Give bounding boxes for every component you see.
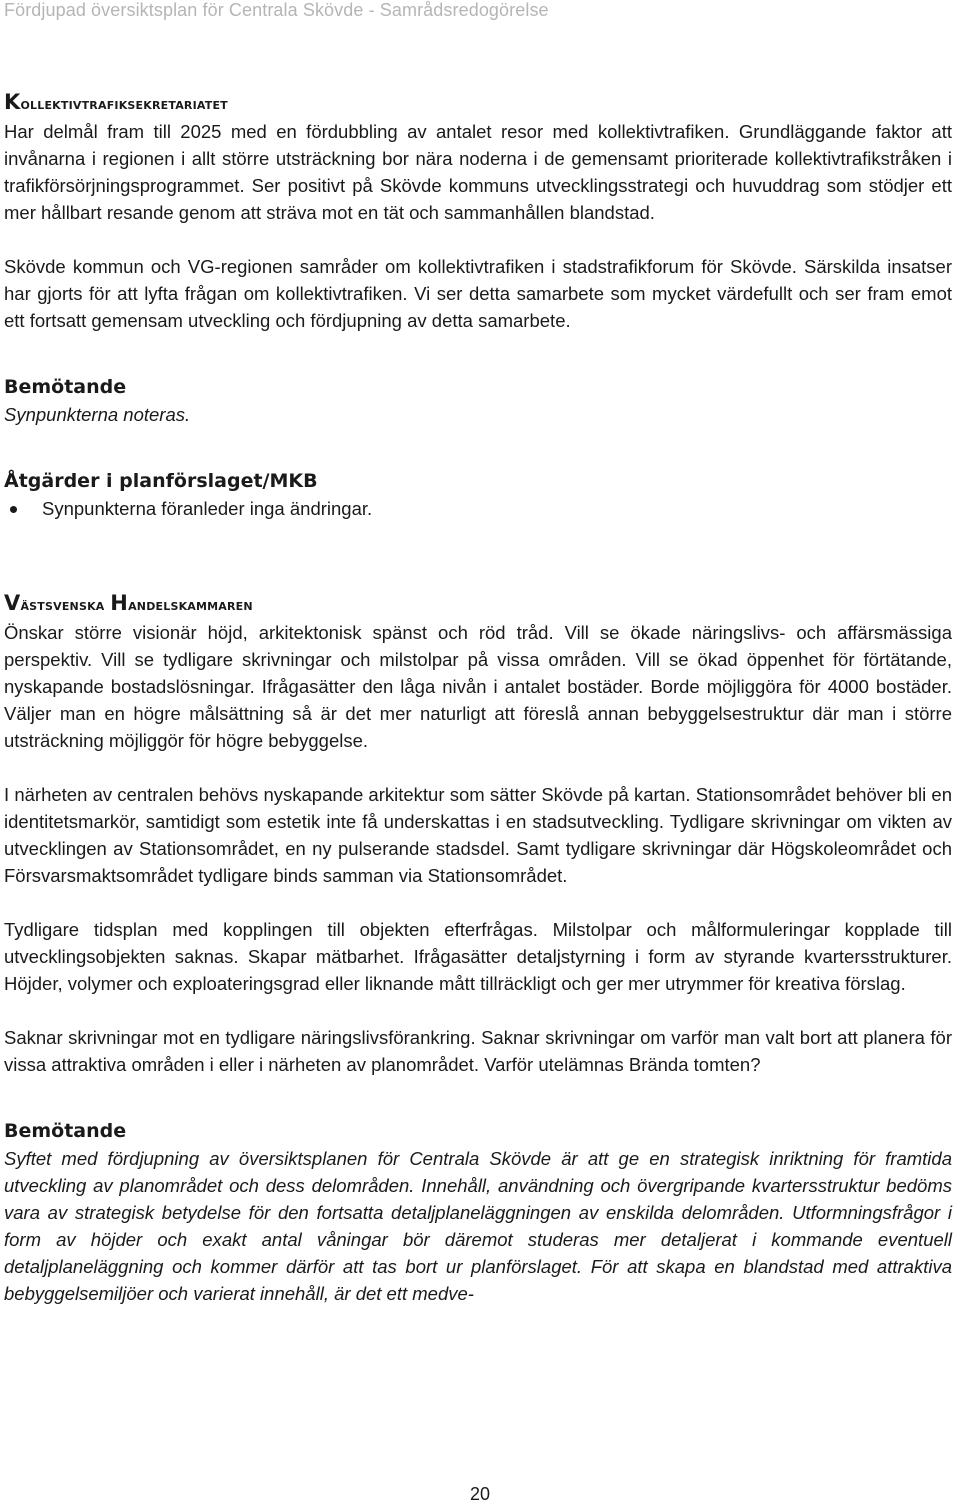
paragraph: I närheten av centralen behövs nyskapande arkitektur som sätter Skövde på kartan. Stationsområdet behöver bli en identitetsmarkör, samtidigt som estetik inte få underskattas i en stadsutveckling. Tydligare skrivningar om vikten av utvecklingen av Stationsområdet, en ny pulserande stadsdel. Samt tydligare skrivningar där Högskoleområdet och Försvarsmaktsområdet tydligare binds samman via Stationsområdet. bbox=[4, 784, 952, 886]
org-heading-rest: ollektivtrafiksekretariatet bbox=[20, 94, 228, 113]
org-heading-initial: V bbox=[4, 591, 21, 615]
document-body bbox=[4, 88, 952, 1307]
running-header: Fördjupad översiktsplan för Centrala Skövde - Samrådsredogörelse bbox=[4, 0, 549, 20]
paragraph: Tydligare tidsplan med kopplingen till objekten efterfrågas. Milstolpar och målformuleringar kopplade till utvecklingsobjekten saknas. Skapar mätbarhet. Ifrågasätter detaljstyrning i form av styrande kvartersstrukturer. Höjder, volymer och exploateringsgrad eller liknande mått tillräckligt och ger mer utrymmer för kreativa förslag. bbox=[4, 919, 952, 994]
response-heading: Bemötande bbox=[4, 1120, 127, 1142]
org-heading-rest: ästsvenska bbox=[20, 595, 105, 614]
response-heading: Bemötande bbox=[4, 376, 127, 398]
org-heading-initial: H bbox=[110, 591, 129, 615]
org-heading-rest: andelskammaren bbox=[128, 595, 253, 614]
actions-heading: Åtgärder i planförslaget/MKB bbox=[4, 470, 318, 492]
org-heading-kollektivtrafiksekretariatet bbox=[4, 88, 952, 118]
page-number: 20 bbox=[469, 1484, 491, 1504]
response-text: Syftet med fördjupning av översiktsplanen för Centrala Skövde är att ge en strategisk inriktning för framtida utveckling av planområdet och dess delområden. Innehåll, användning och övergripande kvartersstruktur bedöms vara av strategisk betydelse för den fortsatta detaljplaneläggningen av enskilda delområden. Utformningsfrågor i form av höjder och exakt antal våningar bör däremot studeras mer detaljerat i kommande eventuell detaljplaneläggning och kommer därför att tas bort ur planförslaget. För att skapa en blandstad med attraktiva bebyggelsemiljöer och varierat innehåll, är det ett medve- bbox=[4, 1148, 952, 1304]
actions-list bbox=[4, 495, 952, 522]
org-heading-vastsvenska-handelskammaren bbox=[4, 589, 952, 619]
paragraph: Har delmål fram till 2025 med en fördubbling av antalet resor med kollektivtrafiken. Grundläggande faktor att invånarna i regionen i allt större utsträckning bor nära noderna i de gemensamt prioriterade kollektivtrafikstråken i trafikförsörjningsprogrammet. Ser positivt på Skövde kommuns utvecklingsstrategi och huvuddrag som stödjer ett mer hållbart resande genom att sträva mot en tät och sammanhållen blandstad. bbox=[4, 121, 952, 223]
paragraph: Önskar större visionär höjd, arkitektonisk spänst och röd tråd. Vill se ökade näringslivs- och affärsmässiga perspektiv. Vill se tydligare skrivningar och milstolpar på vissa områden. Vill se ökad öppenhet för förtätande, nyskapande bostadslösningar. Ifrågasätter den låga nivån i antalet bostäder. Borde möjliggöra för 4000 bostäder. Väljer man en högre målsättning så är det mer naturligt att föreslå annan bebyggelsestruktur där man i större utsträckning möjliggör för högre bebyggelse. bbox=[4, 622, 952, 751]
response-text: Synpunkterna noteras. bbox=[4, 404, 191, 425]
paragraph: Saknar skrivningar mot en tydligare näringslivsförankring. Saknar skrivningar om varför man valt bort att planera för vissa attraktiva områden i eller i närheten av planområdet. Varför utelämnas Brända tomten? bbox=[4, 1027, 952, 1075]
org-heading-initial: K bbox=[4, 90, 21, 114]
list-item: Synpunkterna föranleder inga ändringar. bbox=[4, 495, 952, 522]
paragraph: Skövde kommun och VG-regionen samråder om kollektivtrafiken i stadstrafikforum för Skövde. Särskilda insatser har gjorts för att lyfta frågan om kollektivtrafiken. Vi ser detta samarbete som mycket värdefullt och ser fram emot ett fortsatt gemensam utveckling och fördjupning av detta samarbete. bbox=[4, 256, 952, 331]
